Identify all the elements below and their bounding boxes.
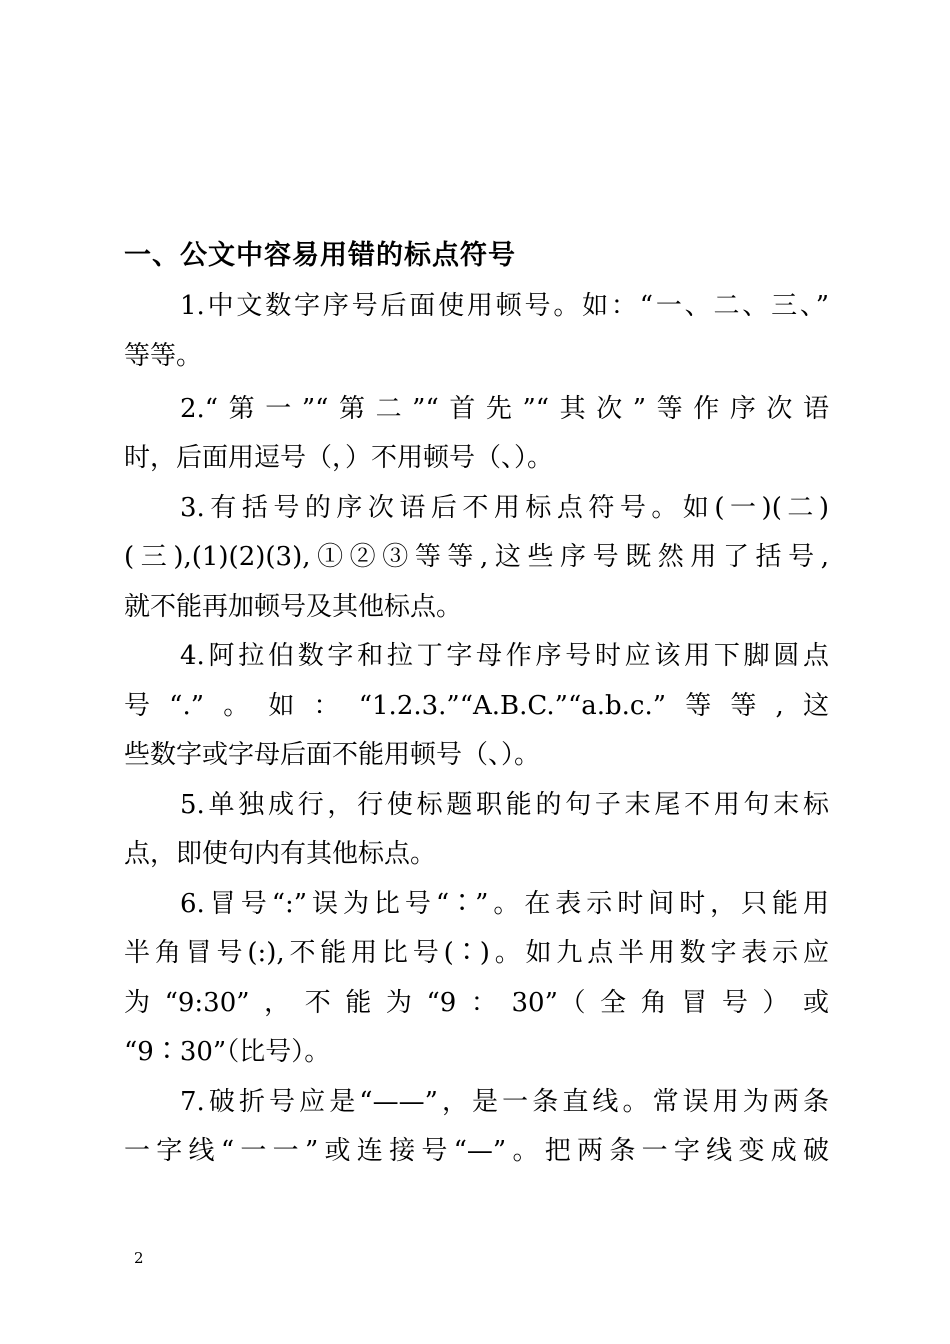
item-7-line-1: 7.破折号应是“——”，是一条直线。常误用为两条	[180, 1087, 829, 1117]
item-2-line-2: 时，后面用逗号（，）不用顿号（、）。	[124, 443, 554, 473]
item-3-line-3: 就不能再加顿号及其他标点。	[124, 592, 463, 622]
item-5-line-1: 5.单独成行，行使标题职能的句子末尾不用句末标	[180, 790, 829, 820]
item-3-line-1: 3.有括号的序次语后不用标点符号。如(一)(二)	[180, 493, 829, 523]
item-6-line-3: 为“9:30”，不能为“9：30”（全角冒号）或	[124, 988, 829, 1018]
item-3-line-2: (三),(1)(2)(3),①②③等等,这些序号既然用了括号,	[124, 542, 829, 572]
item-6-line-4: “9∶30”（比号）。	[124, 1037, 331, 1067]
item-4-line-1: 4.阿拉伯数字和拉丁字母作序号时应该用下脚圆点	[180, 641, 829, 671]
item-4-line-3: 些数字或字母后面不能用顿号（、）。	[124, 740, 541, 770]
item-1-line-2: 等等。	[124, 341, 203, 371]
item-7-line-2: 一字线“一一”或连接号“—”。把两条一字线变成破	[124, 1136, 829, 1166]
item-6-line-2: 半角冒号(:),不能用比号(∶)。如九点半用数字表示应	[124, 938, 829, 968]
section-heading: 一、公文中容易用错的标点符号	[124, 240, 516, 271]
item-2-line-1: 2.“第一”“第二”“首先”“其次”等作序次语	[180, 394, 829, 424]
item-4-line-2: 号“.”。如：“1.2.3.”“A.B.C.”“a.b.c.”等等,这	[124, 691, 829, 721]
item-5-line-2: 点，即使句内有其他标点。	[124, 839, 437, 869]
item-1-line-1: 1.中文数字序号后面使用顿号。如：“一、二、三、”	[180, 291, 829, 321]
item-6-line-1: 6.冒号“:”误为比号“∶”。在表示时间时，只能用	[180, 889, 829, 919]
page-number: 2	[134, 1249, 144, 1267]
